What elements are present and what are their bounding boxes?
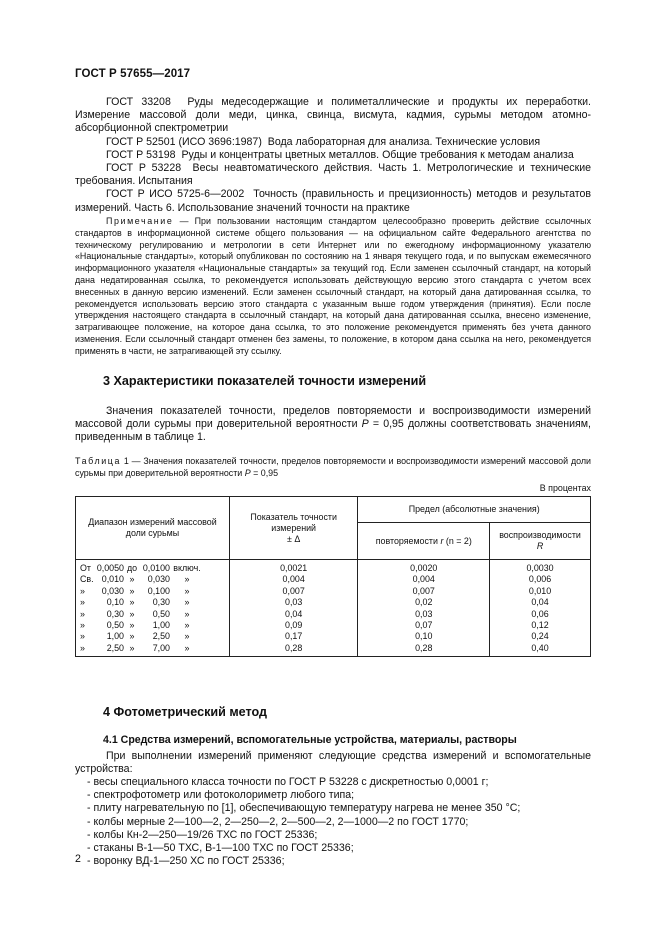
reference-item: ГОСТ Р 53198 Руды и концентраты цветных металлов. Общие требования к методам анализа xyxy=(106,148,574,161)
cell-reproducibility: 0,010 xyxy=(490,586,591,597)
note-text: — При пользовании настоящим стандартом целесообразно проверить действие ссылочных стандартов в информационной системе общего пользования — на официальном сайте Федерального агентства по техническому регулированию и метрологии в сети Интернет или по ежегодному информационному указателю «Национальные стандарты», который опубликован по состоянию на 1 января текущего года, и по выпускам ежемесячного информационного указателя «Национальные стандарты» за текущий год. Если заменен ссылочный стандарт, на который дана недатированная ссылка, то рекомендуется использовать действующую версию этого стандарта с учетом всех внесенных в данную версию изменений. Если заменен ссылочный стандарт, на который дана датированная ссылка, то рекомендуется использовать версию этого стандарта с указанным выше годом утверждения (принятия). Если после утверждения настоящего стандарта в ссылочный стандарт, на который дана датированная ссылка, внесено изменение, затрагивающее положение, на которое дана ссылка, то это положение рекомендуется применять без учета данного изменения. Если ссылочный стандарт отменен без замены, то положение, в котором дана ссылка на него, рекомендуется применять в части, не затрагивающей эту ссылку. xyxy=(75,216,592,356)
cell-range: » 0,10 » 0,30 » xyxy=(76,597,230,608)
cell-repeatability: 0,02 xyxy=(358,597,490,608)
cell-range: » 0,50 » 1,00 » xyxy=(76,620,230,631)
header-reproducibility: воспроизводимости R xyxy=(490,523,591,560)
cell-repeatability: 0,07 xyxy=(358,620,490,631)
cell-repeatability: 0,03 xyxy=(358,609,490,620)
cell-accuracy: 0,004 xyxy=(229,574,358,585)
cell-reproducibility: 0,04 xyxy=(490,597,591,608)
normative-references xyxy=(75,96,591,215)
table-row xyxy=(76,620,591,631)
reference-item: ГОСТ Р ИСО 5725-6—2002 Точность (правильность и прецизионность) методов и результатов измерений. Часть 6. Использование значений точности на практике xyxy=(75,188,591,214)
cell-accuracy: 0,0021 xyxy=(229,560,358,575)
header-accuracy: Показатель точности измерений ± Δ xyxy=(229,497,358,560)
subsection-4-1-heading: 4.1 Средства измерений, вспомогательные устройства, материалы, растворы xyxy=(103,734,517,746)
cell-reproducibility: 0,12 xyxy=(490,620,591,631)
header-range: Диапазон измерений массовой доли сурьмы xyxy=(76,497,230,560)
table-row xyxy=(76,574,591,585)
table-row xyxy=(76,631,591,642)
list-item: - спектрофотометр или фотоколориметр любого типа; xyxy=(87,789,355,802)
section-3-heading: 3 Характеристики показателей точности измерений xyxy=(103,374,427,388)
section-3-paragraph: Значения показателей точности, пределов повторяемости и воспроизводимости измерений массовой доли сурьмы при доверительной вероятности P = 0,95 должны соответствовать значениям, приведенным в таблице 1. xyxy=(75,405,591,444)
table-row xyxy=(76,560,591,575)
table-row xyxy=(76,609,591,620)
cell-repeatability: 0,10 xyxy=(358,631,490,642)
page-number: 2 xyxy=(75,853,81,865)
reference-item: ГОСТ 33208 Руды медесодержащие и полиметаллические и продукты их переработки. Измерение массовой доли меди, цинка, свинца, висмута, кадмия, сурьмы методом атомно-абсорбционной спектрометрии xyxy=(75,96,591,135)
list-item: - весы специального класса точности по ГОСТ Р 53228 с дискретностью 0,0001 г; xyxy=(87,776,489,788)
reference-item: ГОСТ Р 53228 Весы неавтоматического действия. Часть 1. Метрологические и технические требования. Испытания xyxy=(75,162,592,188)
list-item: - колбы мерные 2—100—2, 2—250—2, 2—500—2, 2—1000—2 по ГОСТ 1770; xyxy=(87,815,469,828)
table-units: В процентах xyxy=(539,483,591,493)
cell-accuracy: 0,04 xyxy=(229,609,358,620)
cell-reproducibility: 0,40 xyxy=(490,643,591,657)
list-item: - плиту нагревательную по [1], обеспечивающую температуру нагрева не менее 350 °С; xyxy=(87,802,521,815)
cell-accuracy: 0,007 xyxy=(229,586,358,597)
cell-reproducibility: 0,0030 xyxy=(490,560,591,575)
cell-accuracy: 0,03 xyxy=(229,597,358,608)
note-block xyxy=(75,216,591,358)
cell-accuracy: 0,28 xyxy=(229,643,358,657)
cell-range: » 0,030 » 0,100 » xyxy=(76,586,230,597)
document-id-header: ГОСТ Р 57655—2017 xyxy=(75,68,191,80)
cell-range: » 1,00 » 2,50 » xyxy=(76,631,230,642)
cell-reproducibility: 0,06 xyxy=(490,609,591,620)
precision-table xyxy=(75,496,591,657)
section-4-heading: 4 Фотометрический метод xyxy=(103,705,268,719)
table-row xyxy=(76,597,591,608)
cell-range: » 0,30 » 0,50 » xyxy=(76,609,230,620)
list-item: - воронку ВД-1—250 ХС по ГОСТ 25336; xyxy=(87,855,285,868)
cell-accuracy: 0,09 xyxy=(229,620,358,631)
equipment-list xyxy=(75,776,591,868)
cell-range: » 2,50 » 7,00 » xyxy=(76,643,230,657)
cell-range: Св. 0,010 » 0,030 » xyxy=(76,574,230,585)
cell-repeatability: 0,007 xyxy=(358,586,490,597)
table-body xyxy=(76,560,591,657)
list-item: - колбы Кн-2—250—19/26 ТХС по ГОСТ 25336; xyxy=(87,828,318,841)
cell-repeatability: 0,28 xyxy=(358,643,490,657)
table-caption: Таблица 1 — Значения показателей точности, пределов повторяемости и воспроизводимости измерений массовой доли сурьмы при доверительной вероятности P = 0,95 xyxy=(75,456,591,478)
cell-reproducibility: 0,24 xyxy=(490,631,591,642)
header-repeatability: повторяемости r (n = 2) xyxy=(358,523,490,560)
list-item: - стаканы В-1—50 ТХС, В-1—100 ТХС по ГОСТ 25336; xyxy=(87,842,354,855)
cell-reproducibility: 0,006 xyxy=(490,574,591,585)
reference-item: ГОСТ Р 52501 (ИСО 3696:1987) Вода лабораторная для анализа. Технические условия xyxy=(106,135,541,148)
note-label: Примечание xyxy=(106,216,174,226)
table-row xyxy=(76,643,591,657)
table-row xyxy=(76,586,591,597)
cell-repeatability: 0,0020 xyxy=(358,560,490,575)
header-limit: Предел (абсолютные значения) xyxy=(358,497,591,523)
cell-repeatability: 0,004 xyxy=(358,574,490,585)
cell-accuracy: 0,17 xyxy=(229,631,358,642)
section-4-intro: При выполнении измерений применяют следующие средства измерений и вспомогательные устройства: xyxy=(75,750,591,776)
cell-range: От 0,0050 до 0,0100 включ. xyxy=(76,560,230,575)
